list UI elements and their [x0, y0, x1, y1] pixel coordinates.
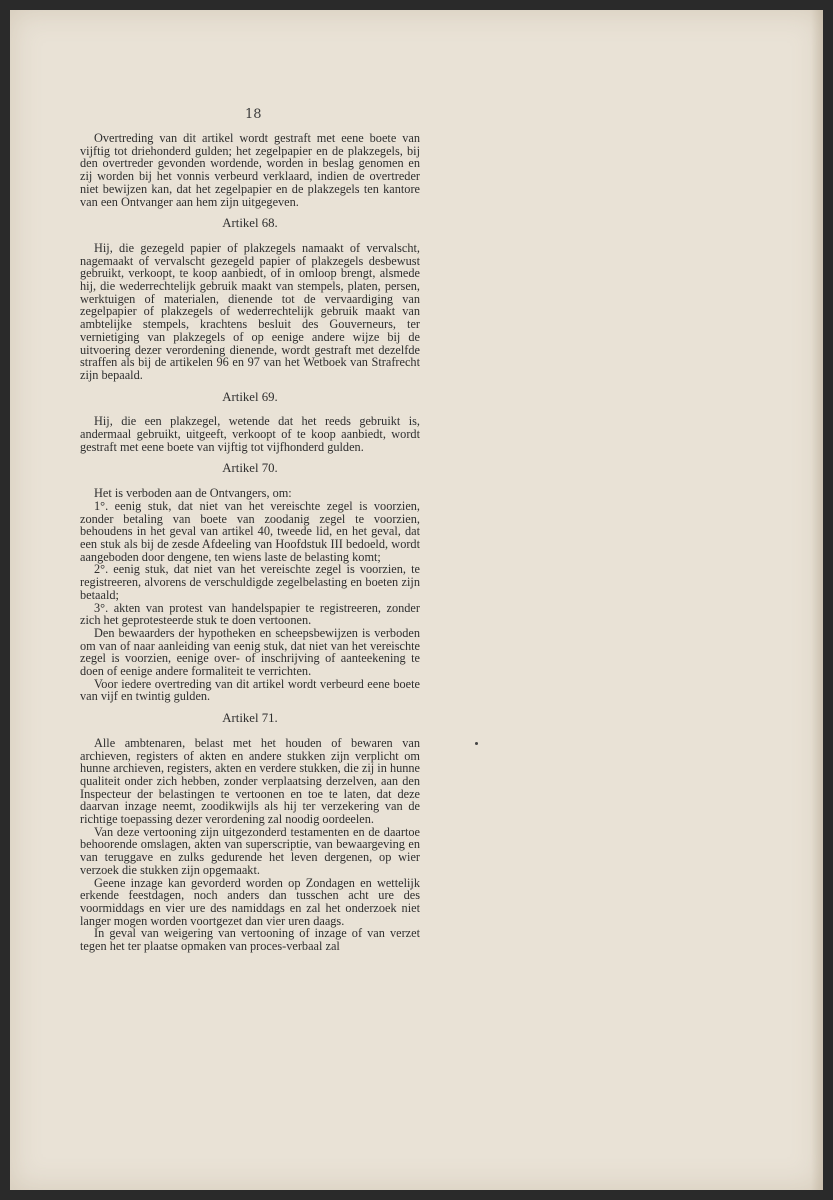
article-heading-70: Artikel 70.	[222, 461, 278, 476]
paragraph: Geene inzage kan gevorderd worden op Zondagen en wettelijk erkende feestdagen, noch anders dan tusschen acht ure des voormiddags en vier ure des namiddags en zal het onderzoek niet langer mogen worden voortgezet dan vier uren daags.	[80, 875, 420, 928]
paragraph: Voor iedere overtreding van dit artikel wordt verbeurd eene boete van vijf en twintig gulden.	[80, 676, 420, 704]
article-heading-71: Artikel 71.	[222, 711, 278, 726]
page-number: 18	[245, 107, 262, 122]
list-item: 3°. akten van protest van handelspapier te registreeren, zonder zich het geprotesteerde stuk te doen vertoonen.	[80, 600, 420, 628]
paragraph: Het is verboden aan de Ontvangers, om:	[94, 486, 292, 501]
paragraph: Hij, die een plakzegel, wetende dat het reeds gebruikt is, andermaal gebruikt, uitgeeft, verkoopt of te koop aanbiedt, wordt gestraft met eene boete van vijftig tot vijfhonderd gulden.	[80, 414, 420, 454]
paragraph: Hij, die gezegeld papier of plakzegels namaakt of vervalscht, nagemaakt of vervalscht gezegeld papier of plakzegels desbewust gebruikt, verkoopt, te koop aanbiedt, of in omloop brengt, alsmede hij, die wederrechtelijk gebruik maakt van stempels, platen, persen, werktuigen of materialen, dienende tot de vervaardiging van zegelpapier of plakzegels of wederrechtelijk gebruik maakt van ambtelijke stempels, krachtens besluit des Gouverneurs, ter vernietiging van plakzegels of op eenige andere wijze bij de uitvoering dezer verordening dienende, wordt gestraft met dezelfde straffen als bij de artikelen 96 en 97 van het Wetboek van Strafrecht zijn bepaald.	[80, 240, 420, 382]
paragraph: In geval van weigering van vertooning of inzage of van verzet tegen het ter plaatse opmaken van proces-verbaal zal	[80, 926, 420, 954]
list-item: 1°. eenig stuk, dat niet van het vereischte zegel is voorzien, zonder betaling van boete van zoodanig zegel te voorzien, behoudens in het geval van artikel 40, tweede lid, en het geval, dat een stuk als bij de zesde Afdeeling van Hoofdstuk III bedoeld, wordt aangeboden door dengene, ten wiens laste de belasting komt;	[80, 498, 420, 564]
paragraph: Overtreding van dit artikel wordt gestraft met eene boete van vijftig tot driehonderd gulden; het zegelpapier en de plakzegels, bij den overtreder gevonden wordende, worden in beslag genomen en zij worden bij het vonnis verbeurd verklaard, indien de overtreder niet bewijzen kan, dat het zegelpapier en de plakzegels ten kantore van een Ontvanger aan hem zijn uitgegeven.	[80, 131, 420, 209]
ink-speck	[475, 742, 478, 745]
body-text	[80, 132, 420, 953]
article-heading-68: Artikel 68.	[222, 216, 278, 231]
list-item: 2°. eenig stuk, dat niet van het vereischte zegel is voorzien, te registreeren, alvorens de verschuldigde zegelbelasting en boeten zijn betaald;	[80, 562, 420, 602]
paragraph: Van deze vertooning zijn uitgezonderd testamenten en de daartoe behoorende omslagen, akten van superscriptie, van bewaargeving en van teruggave en zulks gedurende het leven dergenen, op wier verzoek die stukken zijn opgemaakt.	[80, 824, 420, 877]
paragraph: Den bewaarders der hypotheken en scheepsbewijzen is verboden om van of naar aanleiding van eenig stuk, dat niet van het vereischte zegel is voorzien, eenige over- of inschrijving of aanteekening te doen of eenige andere formaliteit te verrichten.	[80, 625, 420, 679]
article-heading-69: Artikel 69.	[222, 389, 278, 404]
paragraph: Alle ambtenaren, belast met het houden of bewaren van archieven, registers of akten en andere stukken zijn verplicht om hunne archieven, registers, akten en verdere stukken, die zij in hunne qualiteit onder zich hebben, zonder verplaatsing derzelven, aan den Inspecteur der belastingen te vertoonen en toe te laten, dat deze daarvan inzage neemt, zoodikwijls als hij ter verzekering van de richtige toepassing dezer verordening zal noodig oordeelen.	[80, 735, 420, 827]
document-page	[10, 10, 823, 1190]
